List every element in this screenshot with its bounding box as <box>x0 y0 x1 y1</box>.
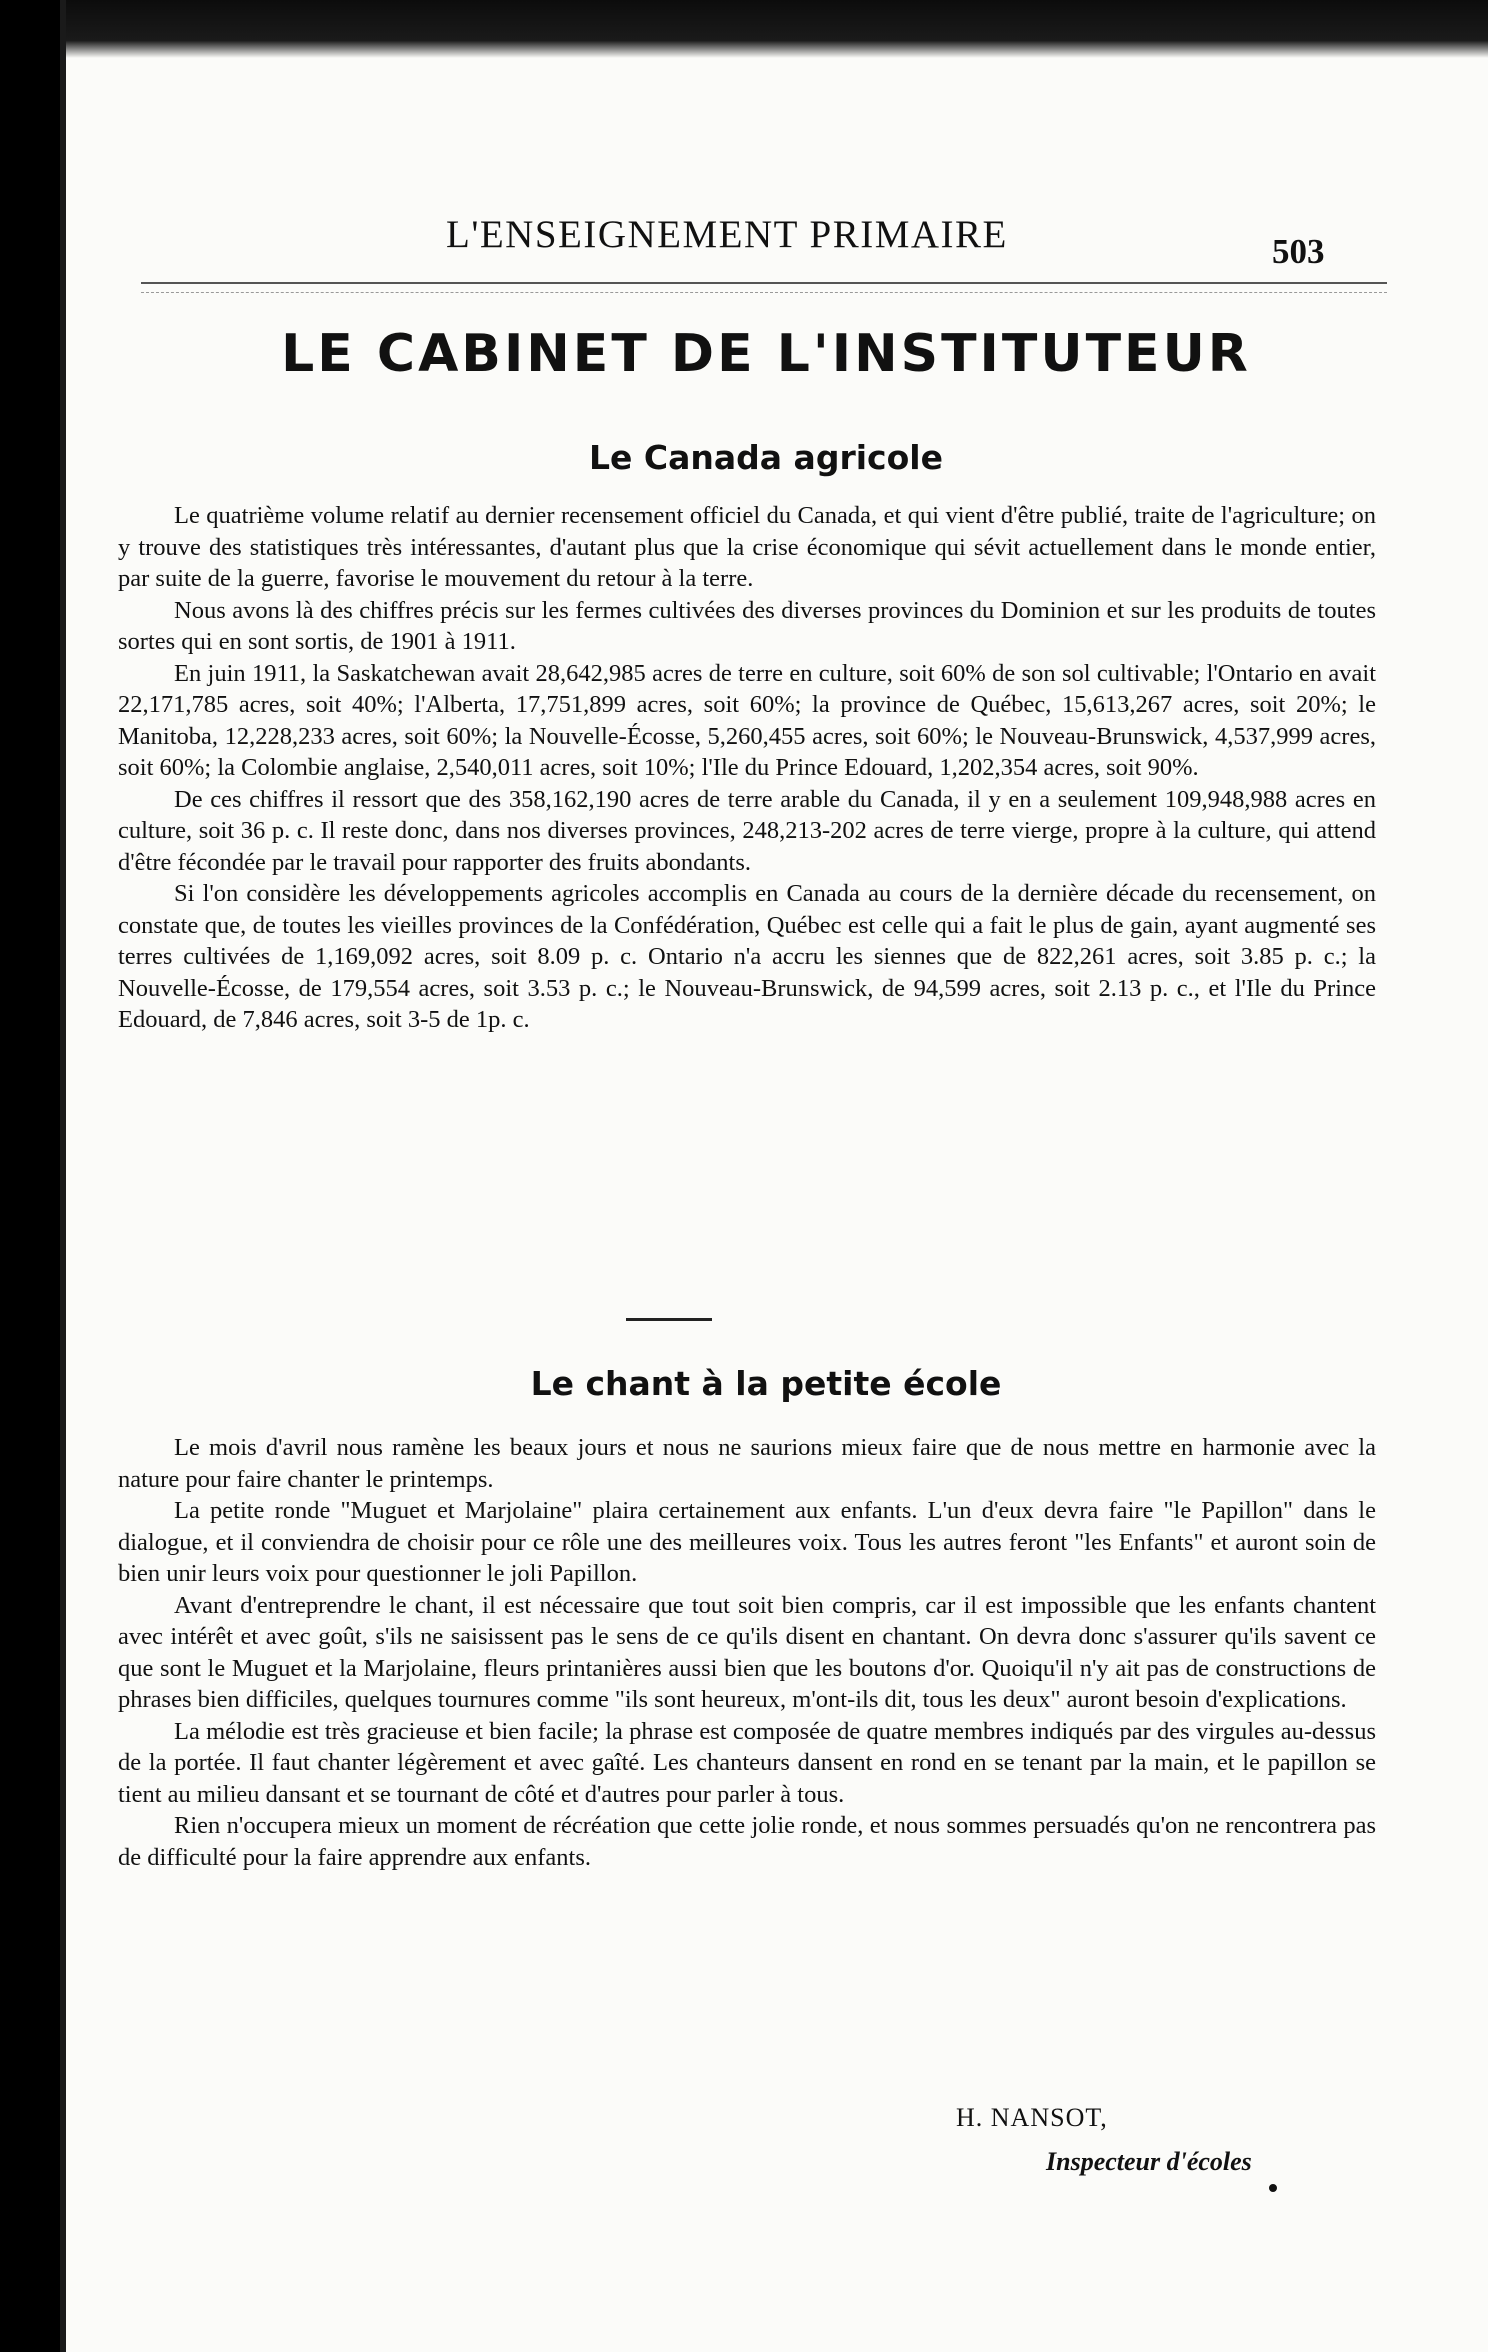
paragraph: Le quatrième volume relatif au dernier recensement officiel du Canada, et qui vient d'être publié, traite de l'agriculture; on y trouve des statistiques très intéressantes, d'autant plus que la crise économique qui sévit actuellement dans le monde entier, par suite de la guerre, favorise le mouvement du retour à la terre. <box>118 502 1376 592</box>
signature-block <box>916 2096 1316 2184</box>
paragraph: Rien n'occupera mieux un moment de récréation que cette jolie ronde, et nous sommes persuadés qu'on ne rencontrera pas de difficulté pour la faire apprendre aux enfants. <box>118 1812 1376 1871</box>
header-rule-secondary <box>141 292 1387 293</box>
paragraph: La mélodie est très gracieuse et bien facile; la phrase est composée de quatre membres indiqués par des virgules au-dessus de la portée. Il faut chanter légèrement et avec gaîté. Les chanteurs dansent en rond en se tenant par la main, et le papillon se tient au milieu dansant et se tournant de côté et d'autres pour parler à tous. <box>118 1717 1376 1808</box>
header-rule <box>141 282 1387 284</box>
paragraph: Le mois d'avril nous ramène les beaux jours et nous ne saurions mieux faire que de nous mettre en harmonie avec la nature pour faire chanter le printemps. <box>118 1434 1376 1493</box>
paragraph: En juin 1911, la Saskatchewan avait 28,642,985 acres de terre en culture, soit 60% de son sol cultivable; l'Ontario en avait 22,171,785 acres, soit 40%; l'Alberta, 17,751,899 acres, soit 60%; la province de Québec, 15,613,267 acres, soit 20%; le Manitoba, 12,228,233 acres, soit 60%; la Nouvelle-Écosse, 5,260,455 acres, soit 60%; le Nouveau-Brunswick, 4,537,999 acres, soit 60%; la Colombie anglaise, 2,540,011 acres, soit 10%; l'Ile du Prince Edouard, 1,202,354 acres, soit 90%. <box>118 659 1376 781</box>
article-title-chant: Le chant à la petite école <box>530 1364 1002 1403</box>
document-page <box>60 0 1488 2352</box>
signature-role: Inspecteur d'écoles <box>1046 2147 1252 2176</box>
article-title-canada-agricole: Le Canada agricole <box>589 438 943 477</box>
article-body-canada-agricole <box>118 500 1376 1036</box>
article-divider <box>626 1318 712 1321</box>
paragraph: La petite ronde "Muguet et Marjolaine" plaira certainement aux enfants. L'un d'eux devra faire "le Papillon" dans le dialogue, et il conviendra de choisir pour ce rôle une des meilleures voix. Tous les autres feront "les Enfants" et auront soin de bien unir leurs voix pour questionner le joli Papillon. <box>118 1497 1376 1587</box>
signature-name: H. NANSOT, <box>956 2103 1108 2132</box>
paragraph: Si l'on considère les développements agricoles accomplis en Canada au cours de la dernière décade du recensement, on constate que, de toutes les vieilles provinces de la Confédération, Québec est celle qui a fait le plus de gain, ayant augmenté ses terres cultivées de 1,169,092 acres, soit 8.09 p. c. Ontario n'a accru les siennes que de 822,261 acres, soit 3.85 p. c.; la Nouvelle-Écosse, de 179,554 acres, soit 3.53 p. c.; le Nouveau-Brunswick, de 94,599 acres, soit 2.13 p. c., et l'Ile du Prince Edouard, de 7,846 acres, soit 3-5 de 1p. c. <box>118 880 1376 1033</box>
paragraph: Avant d'entreprendre le chant, il est nécessaire que tout soit bien compris, car il est impossible que les enfants chantent avec intérêt et avec goût, s'ils ne saisissent pas le sens de ce qu'ils disent en chantant. On devra donc s'assurer qu'ils savent ce que sont le Muguet et la Marjolaine, fleurs printanières aussi bien que les boutons d'or. Quoiqu'il n'y ait pas de constructions de phrases bien difficiles, quelques tournures comme "ils sont heureux, m'ont-ils dit, tous les deux" auront besoin d'explications. <box>118 1591 1376 1713</box>
ink-dot <box>1269 2184 1277 2192</box>
scan-edge <box>66 0 1488 58</box>
section-title: LE CABINET DE L'INSTITUTEUR <box>281 324 1251 384</box>
article-body-chant <box>118 1432 1376 1873</box>
paragraph: Nous avons là des chiffres précis sur les fermes cultivées des diverses provinces du Dominion et sur les produits de toutes sortes qui en sont sortis, de 1901 à 1911. <box>118 596 1376 655</box>
paragraph: De ces chiffres il ressort que des 358,162,190 acres de terre arable du Canada, il y en a seulement 109,948,988 acres en culture, soit 36 p. c. Il reste donc, dans nos diverses provinces, 248,213-202 acres de terre vierge, propre à la culture, qui attend d'être fécondée par le travail pour rapporter des fruits abondants. <box>118 785 1376 876</box>
page-number: 503 <box>1272 232 1325 271</box>
running-title: L'ENSEIGNEMENT PRIMAIRE <box>446 213 1008 256</box>
